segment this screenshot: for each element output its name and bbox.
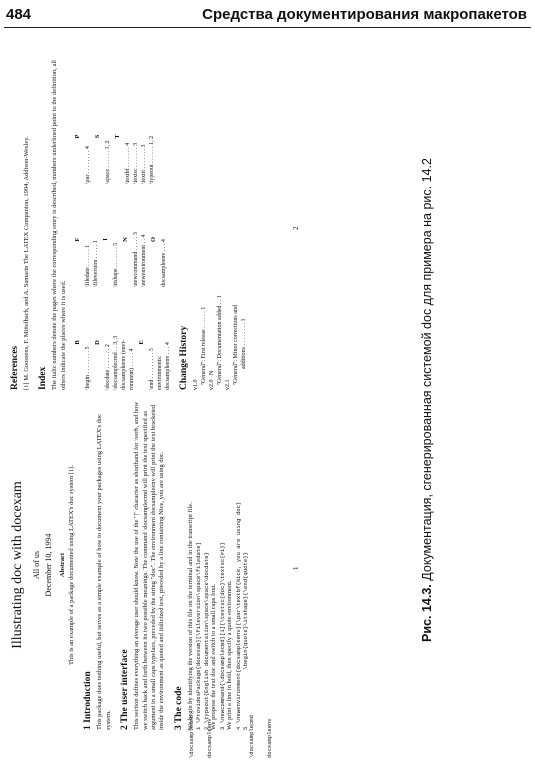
figure-caption: [420, 40, 434, 760]
index-entry: environments:: [157, 355, 164, 390]
code-block: 3 \newcommand{\docsamplecmd}[1]{\textsc{doc}\textsc{#1}}: [218, 542, 226, 730]
index-letter: N: [122, 237, 130, 242]
page-header: [0, 0, 535, 36]
index-entry: \docsamplecmd . . 3, 3: [113, 335, 120, 390]
section-heading: 3 The code: [173, 686, 184, 730]
index-column: [72, 295, 172, 390]
sample-page-2: [10, 60, 300, 390]
references-heading: References: [10, 345, 20, 390]
history-entry: "General": First release . . . . . . 1: [201, 306, 208, 390]
index-entry: \docdate . . . . . . . 2: [105, 344, 112, 390]
index-entry: \textit . . . . . . . 3: [141, 144, 148, 184]
history-entry: additions . . . . . . . . 1: [241, 318, 248, 390]
section-body: This section defines everything an average user should know. Note the use of the "|" character as shorthand for \verb, and how we switch back and forth between its two possible meanings. The command \docsamplecmd will print the text specified as argument in a small caps typeface, preceded by the string "doc". The environment docsampleenv will print the text bracketed inside the environment as quoted and italicized text, preceded by a line containing Nice, you are using doc.: [133, 401, 166, 730]
margin-note: docsampleenv: [206, 718, 213, 758]
index-entry: \filedate . . . . . . 1: [85, 244, 92, 287]
history-entry: "General": Documentation added . . 1: [217, 295, 224, 390]
section-body: We print a line in bold, then specify a quote environment.: [226, 580, 234, 730]
index-entry: \textsc . . . . . . . 3: [133, 142, 140, 184]
index-entry: docsampleenv . . . 4: [165, 342, 172, 390]
code-block: 1 \ProvidesPackage{docexam}[\fileversion\space\filedate] 2 \typeout{English documentation\space\space\docdate}: [195, 542, 210, 730]
index-letter: F: [74, 237, 82, 242]
index-entry: \textbf . . . . . . . 4: [125, 142, 132, 184]
section-heading: 2 The user interface: [120, 649, 131, 730]
section-body: This package does nothing useful, but serves as a simple example of how to document your packages using LATEX's doc system.: [96, 414, 112, 730]
index-letter: I: [102, 238, 110, 241]
index-entry: \fileversion . . . . . 1: [93, 240, 100, 287]
sample-page-1: [10, 400, 300, 758]
header-rule: [4, 27, 531, 28]
caption-label: Рис. 14.3.: [420, 584, 434, 642]
abstract-heading: Abstract: [59, 552, 66, 578]
section-body: We propose the text doc and switch to a small caps font.: [210, 583, 218, 730]
margin-note: \docsamplecmd: [188, 715, 195, 758]
index-entry: \begin . . . . . . . . 5: [85, 346, 92, 390]
index-column: [72, 89, 172, 184]
margin-note: \docsamplecmd: [248, 715, 255, 758]
index-heading: Index: [38, 366, 49, 390]
index-entry: \newcommand . . . . . 3: [133, 232, 140, 287]
abstract-text: This is an example of a package documented using LATEX's doc system [1].: [68, 465, 75, 665]
caption-text: Документация, сгенерированная системой doc для примера на рис. 14.2: [420, 158, 434, 581]
running-title: Средства документирования макропакетов: [202, 6, 527, 23]
index-letter: P: [74, 134, 82, 139]
doc-author: All of us: [32, 551, 41, 579]
index-letter: D: [94, 340, 102, 345]
index-entry: ronment) . . . . . 4: [129, 348, 136, 390]
sample-page-number: 2: [292, 226, 300, 230]
sample-page-number: 1: [292, 566, 300, 570]
index-letter: T: [114, 134, 122, 139]
history-entry: v2.0 N: [209, 370, 216, 390]
index-entry: docsampleenv (envi-: [121, 339, 128, 390]
index-entry: \space . . . . . . 1, 2: [105, 140, 112, 184]
index-columns: [72, 60, 172, 390]
history-entry: "General": Minor corrections and: [233, 305, 240, 390]
index-letter: E: [138, 340, 146, 345]
doc-date: December 10, 1994: [44, 533, 53, 597]
history-heading: Change History: [179, 325, 190, 390]
rotated-figure: [10, 40, 480, 760]
index-entry: \typeout . . . . . . 1, 2: [149, 135, 156, 184]
index-entry: \newenvironment . . 4: [141, 234, 148, 287]
index-letter: B: [74, 340, 82, 345]
index-entry: \itshape . . . . . . . 5: [113, 242, 120, 287]
reference-entry: [1] M. Goossens, F. Mittelbach, and A. Samarin The LATEX Companion, 1994, Addison-Wesley.: [23, 136, 30, 390]
index-entry: \end . . . . . . . . . 5: [149, 348, 156, 390]
index-entry: \par . . . . . . . . 4: [85, 146, 92, 184]
page-number: 484: [6, 6, 32, 23]
history-entry: v1.0: [193, 379, 200, 390]
index-intro: The italic numbers denote the pages where the corresponding entry is described, numbers underlined point to the definition, all others indicate the places where it is used.: [51, 60, 67, 390]
index-entry: docsampleenv . . . 4: [161, 239, 168, 287]
history-entry: v2.1: [225, 379, 232, 390]
section-body: We begin by identifying the version of this file on the terminal and in the transcript file.: [186, 502, 194, 730]
index-column: [72, 192, 172, 287]
code-block: 4 \newenvironment{docsampleenv}{\par\textbf{Nice, you are using doc} 5 \begin{quote}\itshape}{\end{quote}}: [234, 501, 250, 730]
index-letter: S: [94, 134, 102, 139]
index-letter: O: [150, 236, 158, 243]
margin-note: docsampleenv: [266, 718, 273, 758]
section-heading: 1 Introduction: [83, 671, 94, 730]
doc-title: Illustrating doc with docexam: [10, 481, 25, 649]
